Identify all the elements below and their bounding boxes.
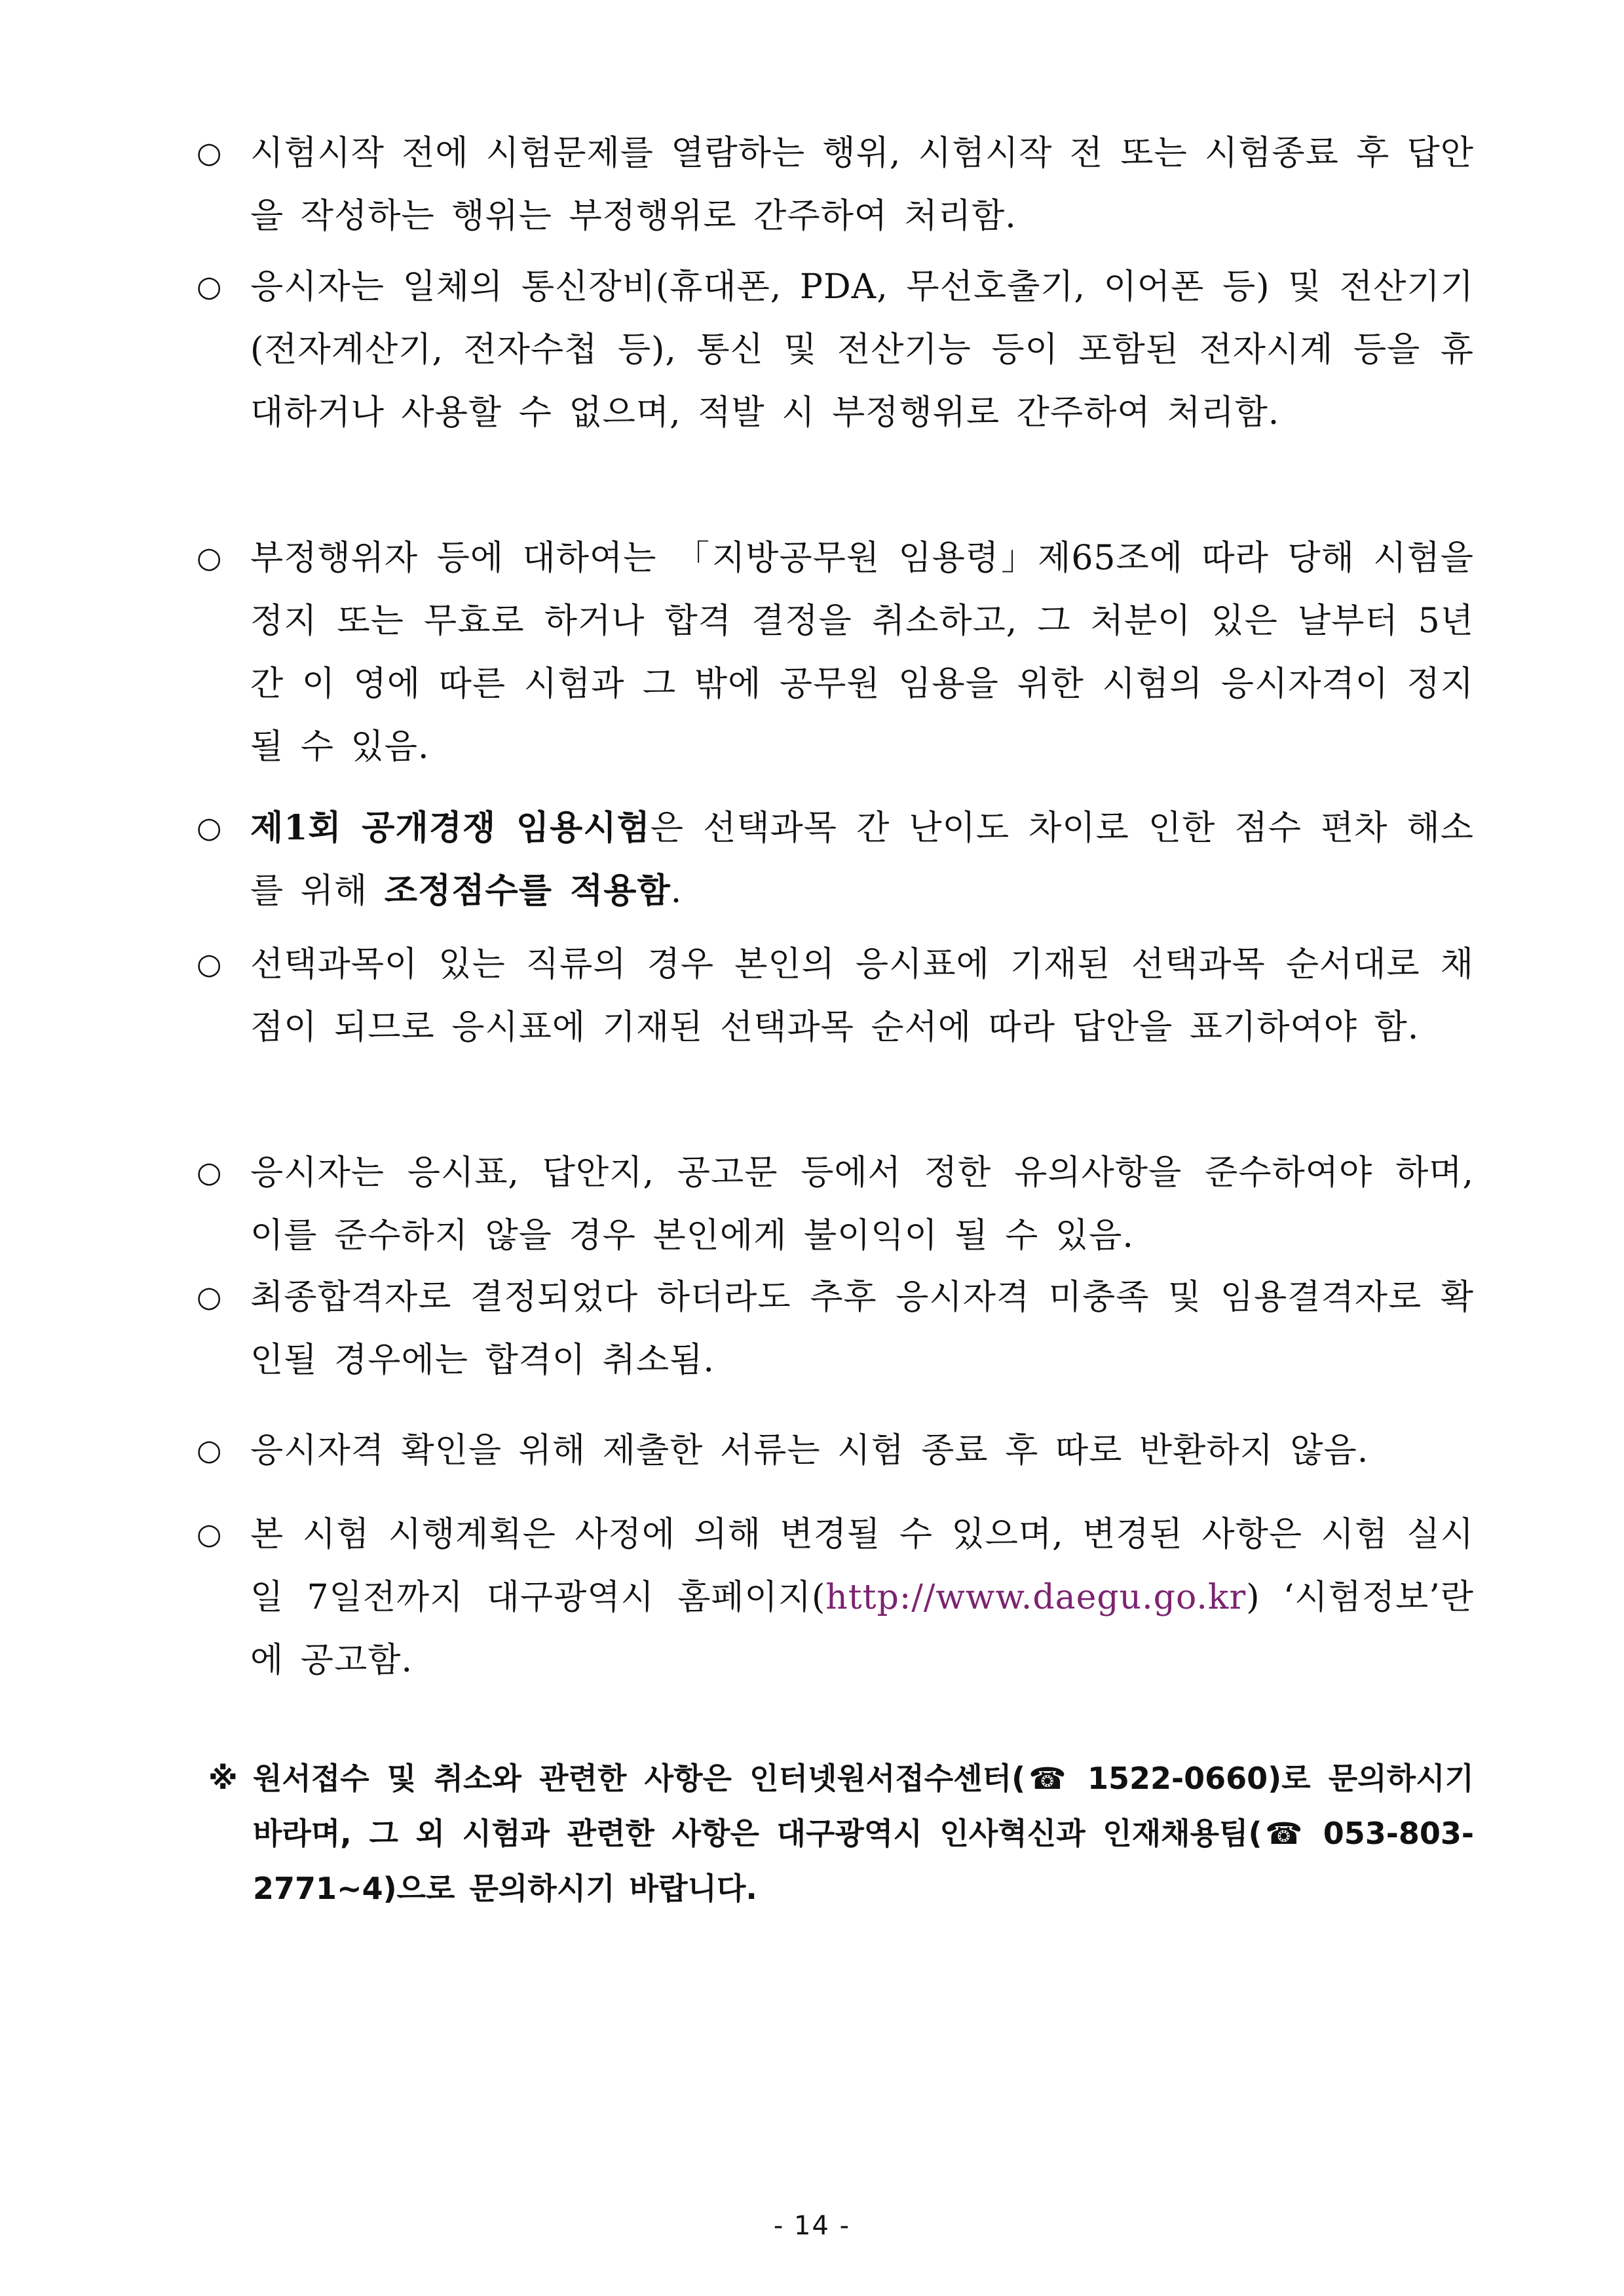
notice-item-2-text: 응시자는 일체의 통신장비(휴대폰, PDA, 무선호출기, 이어폰 등) 및 전산기기(전자계산기, 전자수첩 등), 통신 및 전산기능 등이 포함된 전자시계 등을 휴대하거나 사용할 수 없으며, 적발 시 부정행위로 간주하여 처리함. <box>250 267 1474 432</box>
bullet-circle-icon: ○ <box>197 1518 222 1551</box>
adjusted-score-label: 조정점수를 적용함 <box>384 871 671 911</box>
notice-item-1 <box>197 122 1474 248</box>
inquiry-note <box>208 1751 1474 1916</box>
notice-item-8-text: 응시자격 확인을 위해 제출한 서류는 시험 종료 후 따로 반환하지 않음. <box>250 1431 1369 1470</box>
notice-item-6 <box>197 1141 1474 1267</box>
bullet-circle-icon: ○ <box>197 1434 222 1467</box>
plan-change-text: 본 시험 시행계획은 사정에 의해 변경될 수 있으며, 변경된 사항은 시험 실시일 7일전까지 대구광역시 홈페이지( <box>250 1515 1474 1617</box>
page-number: - 14 - <box>773 2211 851 2241</box>
notice-item-6-text: 응시자는 응시표, 답안지, 공고문 등에서 정한 유의사항을 준수하여야 하며, 이를 준수하지 않을 경우 본인에게 불이익이 될 수 있음. <box>250 1153 1474 1255</box>
notice-item-1-text: 시험시작 전에 시험문제를 열람하는 행위, 시험시작 전 또는 시험종료 후 답안을 작성하는 행위는 부정행위로 간주하여 처리함. <box>250 134 1475 236</box>
notice-item-7 <box>197 1266 1474 1392</box>
bullet-circle-icon: ○ <box>197 1280 222 1314</box>
notice-item-9 <box>197 1503 1474 1692</box>
notice-item-2 <box>197 256 1474 444</box>
sentence-end: . <box>670 871 683 911</box>
notice-item-8 <box>197 1419 1474 1482</box>
notice-item-4 <box>197 797 1474 923</box>
exam-info-text: ) ‘시험정보’란에 공고함. <box>250 1578 1474 1680</box>
bullet-circle-icon: ○ <box>197 136 222 170</box>
notice-item-3-text: 부정행위자 등에 대하여는 「지방공무원 임용령」제65조에 따라 당해 시험을 정지 또는 무효로 하거나 합격 결정을 취소하고, 그 처분이 있은 날부터 5년간 이 영에 따른 시험과 그 밖에 공무원 임용을 위한 시험의 응시자격이 정지될 수 있음. <box>250 539 1474 767</box>
adjustment-reason: 은 선택과목 간 난이도 차이로 인한 점수 편차 해소를 위해 <box>250 809 1474 911</box>
notice-item-9-text <box>250 1503 1474 1692</box>
notice-item-7-text: 최종합격자로 결정되었다 하더라도 추후 응시자격 미충족 및 임용결격자로 확인될 경우에는 합격이 취소됨. <box>250 1278 1474 1380</box>
notice-item-3 <box>197 527 1474 778</box>
bullet-circle-icon: ○ <box>197 1156 222 1189</box>
notice-item-5-text: 선택과목이 있는 직류의 경우 본인의 응시표에 기재된 선택과목 순서대로 채점이 되므로 응시표에 기재된 선택과목 순서에 따라 답안을 표기하여야 함. <box>250 945 1474 1047</box>
bullet-circle-icon: ○ <box>197 270 222 303</box>
bullet-circle-icon: ○ <box>197 947 222 981</box>
notice-item-4-text <box>250 797 1474 923</box>
first-exam-label: 제1회 공개경쟁 임용시험 <box>250 808 651 848</box>
inquiry-note-text: 원서접수 및 취소와 관련한 사항은 인터넷원서접수센터(☎ 1522-0660)로 문의하시기 바라며, 그 외 시험과 관련한 사항은 대구광역시 인사혁신과 인재채용팀(☎ 053-803-2771∼4)으로 문의하시기 바랍니다. <box>253 1761 1474 1906</box>
homepage-link[interactable]: http://www.daegu.go.kr <box>825 1578 1247 1617</box>
notice-item-5 <box>197 933 1474 1059</box>
bullet-circle-icon: ○ <box>197 541 222 575</box>
bullet-circle-icon: ○ <box>197 811 222 845</box>
reference-mark-icon: ※ <box>208 1761 238 1796</box>
